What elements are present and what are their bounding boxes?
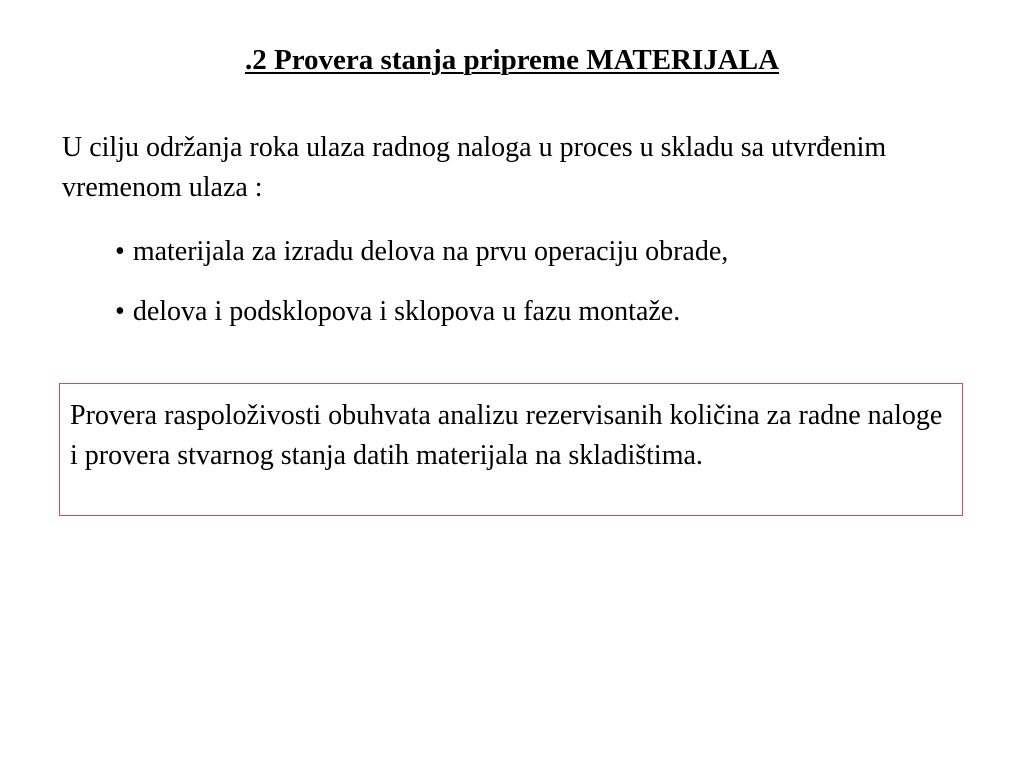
bullet-marker: • (115, 236, 125, 267)
callout-box (59, 383, 963, 516)
slide-title (0, 42, 1024, 78)
slide-title-text: .2 Provera stanja pripreme MATERIJALA (244, 44, 780, 76)
bullet-text: delova i podsklopova i sklopova u fazu montaže. (132, 296, 681, 327)
callout-text: Provera raspoloživosti obuhvata analizu rezervisanih količina za radne naloge i provera stvarnog stanja datih materijala na skladištima. (70, 400, 943, 471)
bullet-marker: • (115, 296, 125, 327)
list-item (115, 292, 728, 332)
bullet-list (115, 232, 728, 352)
bullet-text: materijala za izradu delova na prvu operaciju obrade, (132, 236, 729, 267)
intro-paragraph: U cilju održanja roka ulaza radnog naloga u proces u skladu sa utvrđenim vremenom ulaza : (62, 132, 887, 203)
list-item (115, 232, 728, 272)
